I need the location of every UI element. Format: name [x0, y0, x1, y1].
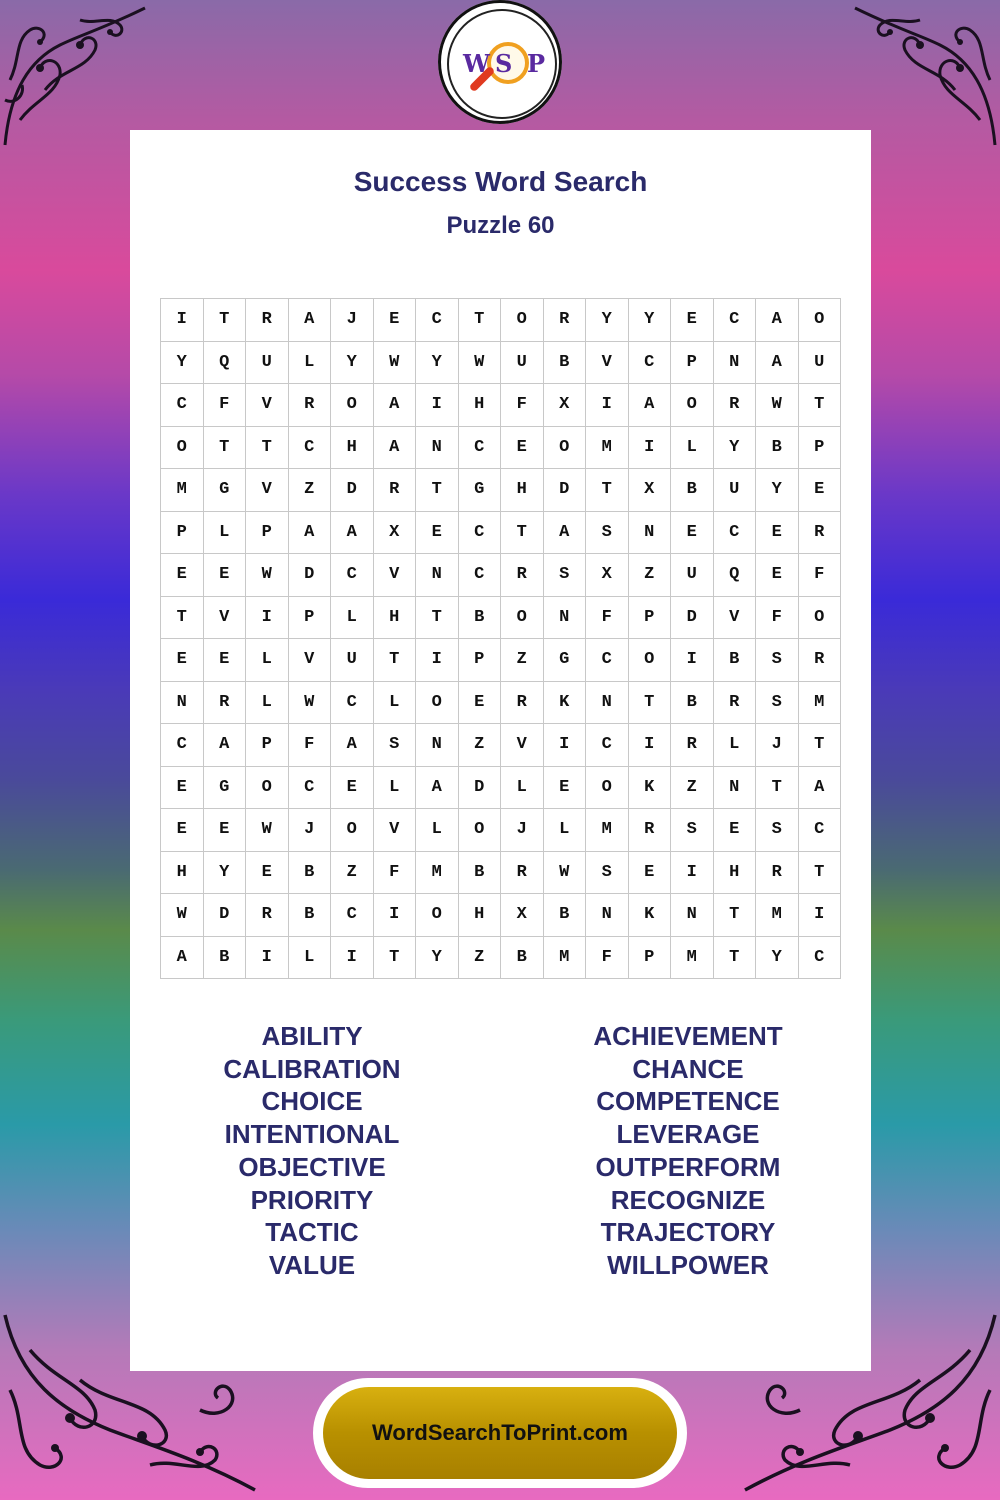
grid-cell[interactable]: I: [416, 384, 459, 427]
grid-cell[interactable]: R: [501, 554, 544, 597]
grid-cell[interactable]: I: [544, 724, 587, 767]
grid-cell[interactable]: D: [459, 767, 502, 810]
grid-cell[interactable]: E: [671, 512, 714, 555]
grid-cell[interactable]: E: [246, 852, 289, 895]
grid-cell[interactable]: H: [459, 894, 502, 937]
corner-ornament-top-left: [0, 0, 150, 150]
grid-cell[interactable]: D: [331, 469, 374, 512]
word-list-item: OBJECTIVE: [238, 1151, 386, 1182]
grid-cell[interactable]: X: [544, 384, 587, 427]
grid-cell[interactable]: F: [586, 597, 629, 640]
grid-cell[interactable]: C: [416, 299, 459, 342]
grid-cell[interactable]: T: [374, 639, 417, 682]
grid-cell[interactable]: Z: [671, 767, 714, 810]
grid-cell[interactable]: E: [161, 767, 204, 810]
grid-cell[interactable]: Y: [629, 299, 672, 342]
grid-cell[interactable]: N: [629, 512, 672, 555]
grid-cell[interactable]: O: [331, 809, 374, 852]
grid-cell[interactable]: I: [586, 384, 629, 427]
grid-cell[interactable]: T: [459, 299, 502, 342]
grid-cell[interactable]: I: [246, 937, 289, 980]
corner-ornament-top-right: [850, 0, 1000, 150]
grid-cell[interactable]: E: [459, 682, 502, 725]
grid-cell[interactable]: W: [459, 342, 502, 385]
grid-cell[interactable]: R: [799, 639, 842, 682]
grid-cell[interactable]: D: [671, 597, 714, 640]
grid-cell[interactable]: J: [501, 809, 544, 852]
grid-cell[interactable]: B: [204, 937, 247, 980]
grid-cell[interactable]: B: [671, 469, 714, 512]
puzzle-number: Puzzle 60: [446, 212, 555, 239]
grid-cell[interactable]: P: [629, 597, 672, 640]
grid-cell[interactable]: E: [161, 639, 204, 682]
grid-cell[interactable]: A: [756, 342, 799, 385]
grid-cell[interactable]: R: [671, 724, 714, 767]
logo-letter-p: P: [527, 49, 546, 78]
grid-cell[interactable]: R: [374, 469, 417, 512]
grid-cell[interactable]: R: [246, 894, 289, 937]
grid-cell[interactable]: A: [331, 512, 374, 555]
grid-cell[interactable]: W: [289, 682, 332, 725]
grid-cell[interactable]: Y: [416, 342, 459, 385]
grid-cell[interactable]: T: [374, 937, 417, 980]
grid-cell[interactable]: N: [544, 597, 587, 640]
flourish-icon: [0, 0, 150, 150]
grid-cell[interactable]: G: [204, 767, 247, 810]
grid-cell[interactable]: T: [204, 427, 247, 470]
grid-cell[interactable]: S: [756, 639, 799, 682]
grid-cell[interactable]: L: [501, 767, 544, 810]
word-list-item: COMPETENCE: [596, 1086, 780, 1117]
grid-cell[interactable]: T: [629, 682, 672, 725]
grid-cell[interactable]: C: [714, 299, 757, 342]
grid-cell[interactable]: M: [544, 937, 587, 980]
grid-cell[interactable]: T: [714, 937, 757, 980]
grid-cell[interactable]: L: [204, 512, 247, 555]
word-list-right: [538, 1020, 838, 1282]
grid-cell[interactable]: R: [289, 384, 332, 427]
grid-cell[interactable]: L: [374, 682, 417, 725]
grid-cell[interactable]: T: [501, 512, 544, 555]
grid-cell[interactable]: I: [629, 724, 672, 767]
word-list-item: ACHIEVEMENT: [593, 1021, 783, 1051]
grid-cell[interactable]: U: [671, 554, 714, 597]
footer-banner: [313, 1378, 687, 1488]
grid-cell[interactable]: R: [799, 512, 842, 555]
grid-cell[interactable]: Q: [204, 342, 247, 385]
grid-cell[interactable]: P: [289, 597, 332, 640]
grid-cell[interactable]: Q: [714, 554, 757, 597]
grid-cell[interactable]: W: [374, 342, 417, 385]
grid-cell[interactable]: O: [459, 809, 502, 852]
grid-cell[interactable]: K: [629, 767, 672, 810]
grid-cell[interactable]: A: [756, 299, 799, 342]
grid-cell[interactable]: J: [289, 809, 332, 852]
word-list-item: VALUE: [268, 1249, 356, 1280]
grid-cell[interactable]: K: [629, 894, 672, 937]
grid-cell[interactable]: B: [544, 894, 587, 937]
grid-cell[interactable]: M: [586, 809, 629, 852]
grid-cell[interactable]: L: [289, 342, 332, 385]
grid-cell[interactable]: U: [501, 342, 544, 385]
grid-cell[interactable]: X: [629, 469, 672, 512]
grid-cell[interactable]: O: [331, 384, 374, 427]
grid-cell[interactable]: C: [331, 554, 374, 597]
grid-cell[interactable]: W: [756, 384, 799, 427]
grid-cell[interactable]: B: [501, 937, 544, 980]
grid-cell[interactable]: M: [799, 682, 842, 725]
grid-cell[interactable]: T: [161, 597, 204, 640]
grid-cell[interactable]: D: [289, 554, 332, 597]
grid-cell[interactable]: V: [246, 384, 289, 427]
grid-cell[interactable]: F: [586, 937, 629, 980]
grid-cell[interactable]: C: [629, 342, 672, 385]
grid-cell[interactable]: N: [586, 682, 629, 725]
grid-cell[interactable]: F: [374, 852, 417, 895]
grid-cell[interactable]: S: [756, 682, 799, 725]
grid-cell[interactable]: Z: [629, 554, 672, 597]
grid-cell[interactable]: I: [799, 894, 842, 937]
grid-cell[interactable]: C: [459, 554, 502, 597]
grid-cell[interactable]: O: [416, 894, 459, 937]
grid-cell[interactable]: P: [799, 427, 842, 470]
grid-cell[interactable]: J: [331, 299, 374, 342]
word-list-item: PRIORITY: [250, 1184, 374, 1215]
grid-cell[interactable]: O: [501, 597, 544, 640]
grid-cell[interactable]: T: [416, 597, 459, 640]
grid-cell[interactable]: K: [544, 682, 587, 725]
grid-cell[interactable]: B: [289, 894, 332, 937]
grid-cell[interactable]: Y: [416, 937, 459, 980]
word-list-item: INTENTIONAL: [224, 1119, 400, 1150]
grid-cell[interactable]: A: [416, 767, 459, 810]
grid-cell[interactable]: B: [756, 427, 799, 470]
grid-cell[interactable]: A: [204, 724, 247, 767]
grid-cell[interactable]: T: [246, 427, 289, 470]
grid-cell[interactable]: B: [289, 852, 332, 895]
grid-cell[interactable]: X: [374, 512, 417, 555]
grid-cell[interactable]: Y: [586, 299, 629, 342]
grid-cell[interactable]: T: [204, 299, 247, 342]
grid-cell[interactable]: F: [501, 384, 544, 427]
word-list-item: TACTIC: [265, 1217, 359, 1248]
grid-cell[interactable]: T: [799, 852, 842, 895]
grid-cell[interactable]: Z: [501, 639, 544, 682]
grid-cell[interactable]: A: [374, 384, 417, 427]
grid-cell[interactable]: A: [629, 384, 672, 427]
grid-cell[interactable]: D: [544, 469, 587, 512]
grid-cell[interactable]: C: [161, 384, 204, 427]
logo-letter-w: W: [463, 49, 490, 78]
grid-cell[interactable]: J: [756, 724, 799, 767]
grid-cell[interactable]: S: [544, 554, 587, 597]
grid-cell[interactable]: V: [374, 809, 417, 852]
word-list-item: TRAJECTORY: [600, 1217, 776, 1248]
grid-cell[interactable]: E: [416, 512, 459, 555]
word-list-left: [162, 1020, 462, 1282]
grid-cell[interactable]: A: [289, 299, 332, 342]
grid-cell[interactable]: P: [671, 342, 714, 385]
grid-cell[interactable]: U: [246, 342, 289, 385]
grid-cell[interactable]: N: [416, 724, 459, 767]
grid-cell[interactable]: V: [586, 342, 629, 385]
grid-cell[interactable]: B: [714, 639, 757, 682]
word-list-item: CALIBRATION: [223, 1053, 401, 1084]
grid-cell[interactable]: Y: [161, 342, 204, 385]
grid-cell[interactable]: V: [714, 597, 757, 640]
grid-cell[interactable]: N: [714, 767, 757, 810]
grid-cell[interactable]: G: [204, 469, 247, 512]
grid-cell[interactable]: H: [331, 427, 374, 470]
grid-cell[interactable]: A: [331, 724, 374, 767]
grid-cell[interactable]: S: [671, 809, 714, 852]
grid-cell[interactable]: L: [289, 937, 332, 980]
grid-cell[interactable]: I: [246, 597, 289, 640]
grid-cell[interactable]: Y: [756, 937, 799, 980]
grid-cell[interactable]: A: [374, 427, 417, 470]
grid-cell[interactable]: S: [374, 724, 417, 767]
footer-link-button[interactable]: [323, 1387, 677, 1479]
grid-cell[interactable]: O: [629, 639, 672, 682]
grid-cell[interactable]: W: [246, 554, 289, 597]
grid-cell[interactable]: R: [246, 299, 289, 342]
puzzle-card: [130, 130, 871, 1371]
grid-cell[interactable]: E: [204, 809, 247, 852]
grid-cell[interactable]: M: [586, 427, 629, 470]
grid-cell[interactable]: O: [416, 682, 459, 725]
word-list-item: OUTPERFORM: [595, 1151, 781, 1182]
grid-cell[interactable]: E: [544, 767, 587, 810]
grid-cell[interactable]: V: [374, 554, 417, 597]
grid-cell[interactable]: I: [161, 299, 204, 342]
grid-cell[interactable]: R: [204, 682, 247, 725]
grid-cell[interactable]: E: [714, 809, 757, 852]
grid-cell[interactable]: H: [161, 852, 204, 895]
grid-cell[interactable]: U: [331, 639, 374, 682]
grid-cell[interactable]: Z: [289, 469, 332, 512]
logo-badge: [447, 9, 557, 119]
word-list-item: LEVERAGE: [616, 1119, 760, 1150]
grid-cell[interactable]: R: [756, 852, 799, 895]
grid-cell[interactable]: O: [161, 427, 204, 470]
grid-cell[interactable]: O: [586, 767, 629, 810]
grid-cell[interactable]: O: [671, 384, 714, 427]
grid-cell[interactable]: L: [246, 682, 289, 725]
word-list-item: ABILITY: [261, 1021, 363, 1051]
grid-cell[interactable]: S: [586, 512, 629, 555]
word-list-item: WILLPOWER: [607, 1249, 769, 1280]
flourish-icon: [850, 0, 1000, 150]
grid-cell[interactable]: F: [204, 384, 247, 427]
grid-cell[interactable]: C: [331, 682, 374, 725]
grid-cell[interactable]: N: [161, 682, 204, 725]
grid-cell[interactable]: C: [586, 724, 629, 767]
grid-cell[interactable]: X: [501, 894, 544, 937]
grid-cell[interactable]: I: [331, 937, 374, 980]
grid-cell[interactable]: C: [331, 894, 374, 937]
grid-cell[interactable]: O: [246, 767, 289, 810]
grid-cell[interactable]: E: [374, 299, 417, 342]
grid-cell[interactable]: B: [671, 682, 714, 725]
page-title: Success Word Search: [353, 166, 648, 197]
grid-cell[interactable]: N: [671, 894, 714, 937]
grid-cell[interactable]: R: [629, 809, 672, 852]
grid-cell[interactable]: T: [586, 469, 629, 512]
grid-cell[interactable]: N: [586, 894, 629, 937]
grid-cell[interactable]: C: [586, 639, 629, 682]
grid-cell[interactable]: E: [161, 809, 204, 852]
grid-cell[interactable]: C: [459, 512, 502, 555]
grid-cell[interactable]: N: [416, 427, 459, 470]
grid-cell[interactable]: E: [799, 469, 842, 512]
grid-cell[interactable]: P: [246, 724, 289, 767]
word-list-item: RECOGNIZE: [610, 1184, 766, 1215]
logo-letter-s: S: [495, 49, 513, 78]
grid-cell[interactable]: V: [246, 469, 289, 512]
grid-cell[interactable]: C: [161, 724, 204, 767]
grid-cell[interactable]: W: [544, 852, 587, 895]
grid-cell[interactable]: P: [459, 639, 502, 682]
word-list-item: CHOICE: [261, 1086, 363, 1117]
grid-cell[interactable]: Y: [756, 469, 799, 512]
grid-cell[interactable]: W: [161, 894, 204, 937]
grid-cell[interactable]: O: [799, 597, 842, 640]
grid-cell[interactable]: F: [799, 554, 842, 597]
grid-cell[interactable]: A: [799, 767, 842, 810]
grid-cell[interactable]: G: [459, 469, 502, 512]
grid-cell[interactable]: D: [204, 894, 247, 937]
grid-cell[interactable]: M: [416, 852, 459, 895]
grid-cell[interactable]: N: [416, 554, 459, 597]
grid-cell[interactable]: L: [544, 809, 587, 852]
grid-cell[interactable]: E: [756, 554, 799, 597]
grid-cell[interactable]: E: [331, 767, 374, 810]
grid-cell[interactable]: T: [416, 469, 459, 512]
grid-cell[interactable]: M: [671, 937, 714, 980]
grid-cell[interactable]: M: [756, 894, 799, 937]
grid-cell[interactable]: W: [246, 809, 289, 852]
grid-cell[interactable]: R: [501, 682, 544, 725]
grid-cell[interactable]: L: [416, 809, 459, 852]
grid-cell[interactable]: B: [459, 852, 502, 895]
grid-cell[interactable]: H: [714, 852, 757, 895]
grid-cell[interactable]: E: [756, 512, 799, 555]
grid-cell[interactable]: P: [629, 937, 672, 980]
grid-cell[interactable]: P: [246, 512, 289, 555]
grid-cell[interactable]: B: [544, 342, 587, 385]
grid-cell[interactable]: I: [629, 427, 672, 470]
grid-cell[interactable]: S: [756, 809, 799, 852]
grid-cell[interactable]: Y: [714, 427, 757, 470]
grid-cell[interactable]: P: [161, 512, 204, 555]
grid-cell[interactable]: V: [289, 639, 332, 682]
grid-cell[interactable]: H: [459, 384, 502, 427]
grid-cell[interactable]: A: [544, 512, 587, 555]
grid-cell[interactable]: Z: [459, 724, 502, 767]
grid-cell[interactable]: Y: [331, 342, 374, 385]
grid-cell[interactable]: B: [459, 597, 502, 640]
grid-cell[interactable]: H: [374, 597, 417, 640]
grid-cell[interactable]: X: [586, 554, 629, 597]
grid-cell[interactable]: C: [289, 427, 332, 470]
grid-cell[interactable]: A: [289, 512, 332, 555]
grid-cell[interactable]: G: [544, 639, 587, 682]
word-list-item: CHANCE: [632, 1053, 744, 1084]
grid-cell[interactable]: T: [756, 767, 799, 810]
grid-cell[interactable]: E: [501, 427, 544, 470]
grid-cell[interactable]: V: [204, 597, 247, 640]
grid-cell[interactable]: T: [799, 724, 842, 767]
grid-cell[interactable]: N: [714, 342, 757, 385]
grid-cell[interactable]: O: [799, 299, 842, 342]
site-logo[interactable]: [438, 0, 562, 124]
site-url: WordSearchToPrint.com: [372, 1420, 628, 1445]
grid-cell[interactable]: L: [714, 724, 757, 767]
grid-cell[interactable]: E: [204, 639, 247, 682]
grid-cell[interactable]: A: [161, 937, 204, 980]
grid-cell[interactable]: O: [501, 299, 544, 342]
grid-cell[interactable]: C: [799, 937, 842, 980]
grid-cell[interactable]: Z: [331, 852, 374, 895]
grid-cell[interactable]: T: [799, 384, 842, 427]
grid-cell[interactable]: C: [799, 809, 842, 852]
grid-cell[interactable]: F: [289, 724, 332, 767]
grid-cell[interactable]: O: [544, 427, 587, 470]
grid-cell[interactable]: E: [671, 299, 714, 342]
grid-cell[interactable]: I: [374, 894, 417, 937]
grid-cell[interactable]: I: [416, 639, 459, 682]
letter-grid: [160, 298, 841, 979]
grid-cell[interactable]: R: [544, 299, 587, 342]
grid-cell[interactable]: R: [714, 384, 757, 427]
grid-cell[interactable]: U: [714, 469, 757, 512]
grid-cell[interactable]: S: [586, 852, 629, 895]
grid-cell[interactable]: V: [501, 724, 544, 767]
grid-cell[interactable]: C: [289, 767, 332, 810]
grid-cell[interactable]: L: [374, 767, 417, 810]
grid-cell[interactable]: L: [671, 427, 714, 470]
grid-cell[interactable]: L: [246, 639, 289, 682]
grid-cell[interactable]: R: [501, 852, 544, 895]
grid-cell[interactable]: R: [714, 682, 757, 725]
grid-cell[interactable]: F: [756, 597, 799, 640]
grid-cell[interactable]: U: [799, 342, 842, 385]
grid-cell[interactable]: M: [161, 469, 204, 512]
grid-cell[interactable]: E: [629, 852, 672, 895]
grid-cell[interactable]: C: [714, 512, 757, 555]
grid-cell[interactable]: E: [161, 554, 204, 597]
grid-cell[interactable]: Y: [204, 852, 247, 895]
grid-cell[interactable]: T: [714, 894, 757, 937]
grid-cell[interactable]: H: [501, 469, 544, 512]
grid-cell[interactable]: Z: [459, 937, 502, 980]
grid-cell[interactable]: L: [331, 597, 374, 640]
grid-cell[interactable]: I: [671, 639, 714, 682]
grid-cell[interactable]: C: [459, 427, 502, 470]
grid-cell[interactable]: E: [204, 554, 247, 597]
grid-cell[interactable]: I: [671, 852, 714, 895]
